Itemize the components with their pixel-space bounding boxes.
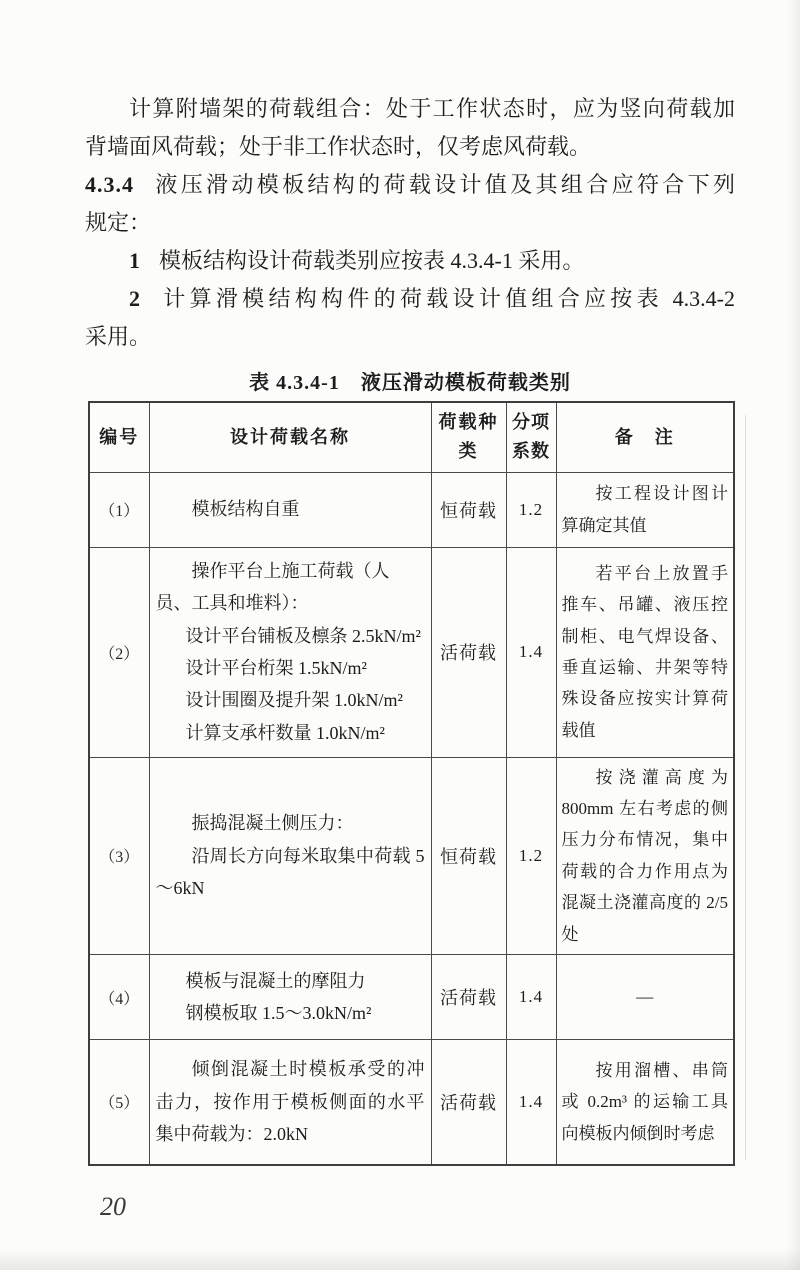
load-name-subitem: 设计平台桁架 1.5kN/m² — [185, 658, 367, 678]
paragraph-line — [85, 128, 735, 166]
remark-text: 若平台上放置手推车、吊罐、液压控制柜、电气焊设备、垂直运输、井架等特殊设备应按实计算荷载值 — [561, 563, 728, 740]
cell-partial-factor: 1.4 — [506, 1040, 556, 1165]
paragraph-line — [85, 242, 735, 280]
paragraph-line — [85, 280, 735, 318]
paragraph-text: 模板结构设计荷载类别应按表 4.3.4-1 采用。 — [159, 248, 585, 273]
item-number: 1 — [129, 248, 141, 273]
paragraph-text: 采用。 — [85, 324, 152, 349]
paragraph-text: 液压滑动模板结构的荷载设计值及其组合应符合下列 — [152, 172, 735, 197]
load-name-text: 倾倒混凝土时模板承受的冲击力，按作用于模板侧面的水平集中荷载为：2.0kN — [155, 1059, 425, 1145]
load-name-text: 模板与混凝土的摩阻力 — [185, 970, 366, 991]
clause-number: 4.3.4 — [85, 172, 134, 197]
load-name-text: 模板结构自重 — [191, 499, 300, 520]
cell-load-kind: 活荷载 — [431, 547, 506, 757]
scan-right-shadow — [786, 0, 800, 1270]
cell-load-kind: 活荷载 — [431, 1040, 506, 1165]
header-cell-load-name: 设计荷载名称 — [149, 402, 431, 472]
table-title: 表 4.3.4-1 液压滑动模板荷载类别 — [249, 372, 571, 394]
cell-row-id: （3） — [89, 757, 149, 955]
paragraph-text: 计算附墙架的荷载组合：处于工作状态时，应为竖向荷载加 — [129, 96, 735, 121]
header-cell-remark: 备 注 — [556, 402, 734, 472]
header-cell-id: 编号 — [89, 402, 149, 472]
cell-load-kind: 恒荷载 — [431, 757, 506, 955]
load-name-text: 振捣混凝土侧压力： — [191, 813, 354, 834]
scan-edge-artifact — [745, 415, 746, 1160]
cell-row-id: （1） — [89, 472, 149, 547]
load-name-text: 钢模板取 1.5～3.0kN/m² — [185, 1003, 372, 1024]
cell-partial-factor: 1.2 — [506, 757, 556, 955]
load-name-subitem: 设计平台铺板及檩条 2.5kN/m² — [185, 625, 421, 646]
remark-text: 按工程设计图计算确定其值 — [561, 484, 728, 535]
cell-load-name — [149, 757, 431, 955]
cell-remark — [556, 472, 734, 547]
table-row — [89, 955, 734, 1040]
paragraph-text: 背墙面风荷载；处于非工作状态时，仅考虑风荷载。 — [85, 134, 592, 159]
load-category-table — [88, 401, 735, 1166]
item-number: 2 — [129, 286, 141, 311]
load-name-text: 操作平台上施工荷载（人员、工具和堆料）： — [155, 560, 390, 614]
paragraph-text: 规定： — [85, 210, 152, 235]
remark-dash: — — [636, 987, 654, 1007]
paragraph-line — [85, 90, 735, 128]
remark-text: 按浇灌高度为 800mm 左右考虑的侧压力分布情况，集中荷载的合力作用点为混凝土浇灌高度的 2/5 处 — [561, 767, 728, 944]
cell-partial-factor: 1.2 — [506, 472, 556, 547]
cell-row-id: （4） — [89, 955, 149, 1040]
cell-row-id: （2） — [89, 547, 149, 757]
body-text — [0, 0, 800, 356]
cell-remark — [556, 547, 734, 757]
table-row — [89, 547, 734, 757]
page-number: 20 — [100, 1191, 126, 1221]
cell-load-kind: 活荷载 — [431, 955, 506, 1040]
paragraph-text: 计算滑模结构构件的荷载设计值组合应按表 4.3.4-2 — [159, 286, 735, 311]
cell-partial-factor: 1.4 — [506, 955, 556, 1040]
cell-remark — [556, 955, 734, 1040]
paragraph-line — [85, 318, 735, 356]
cell-load-name — [149, 472, 431, 547]
load-name-text: 沿周长方向每米取集中荷载 5～6kN — [155, 845, 425, 898]
table-row — [89, 1040, 734, 1165]
cell-load-name — [149, 547, 431, 757]
header-cell-load-kind: 荷载种类 — [431, 402, 506, 472]
table-header-row — [89, 402, 734, 472]
paragraph-line — [85, 166, 735, 204]
remark-text: 按用溜槽、串筒或 0.2m³ 的运输工具向模板内倾倒时考虑 — [561, 1060, 728, 1143]
cell-load-name — [149, 955, 431, 1040]
header-cell-partial-factor: 分项系数 — [506, 402, 556, 472]
cell-load-kind: 恒荷载 — [431, 472, 506, 547]
load-name-subitem: 计算支承杆数量 1.0kN/m² — [185, 722, 385, 743]
cell-remark — [556, 1040, 734, 1165]
table-row — [89, 757, 734, 955]
cell-load-name — [149, 1040, 431, 1165]
load-name-subitem: 设计围圈及提升架 1.0kN/m² — [185, 690, 403, 711]
scan-bottom-shadow — [0, 1248, 800, 1270]
cell-partial-factor: 1.4 — [506, 547, 556, 757]
cell-row-id: （5） — [89, 1040, 149, 1165]
paragraph-line — [85, 204, 735, 242]
table-row — [89, 472, 734, 547]
cell-remark — [556, 757, 734, 955]
